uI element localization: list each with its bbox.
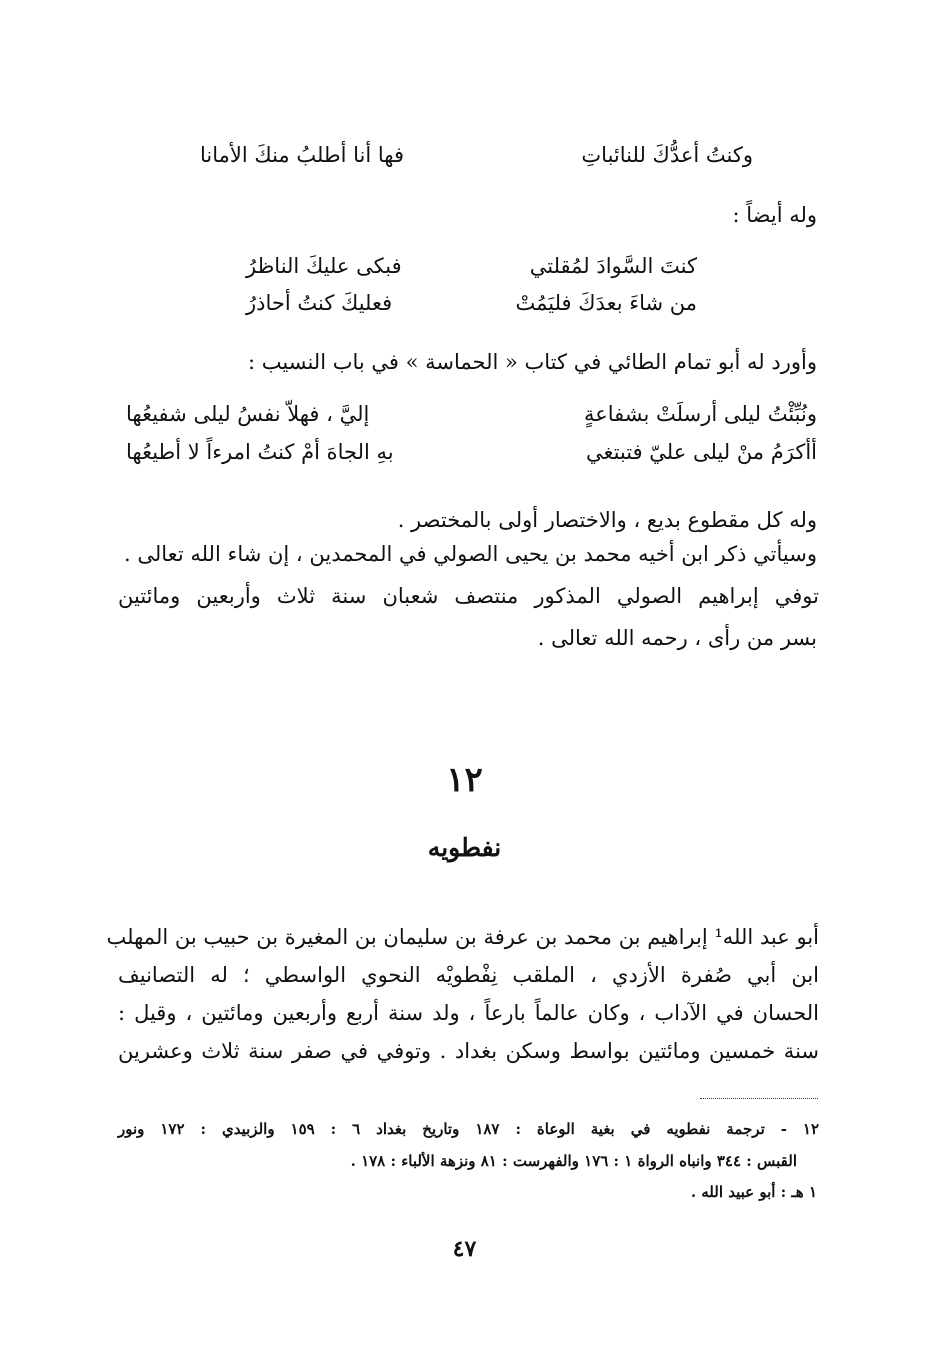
verse-3-line-1-left: إليَّ ، فهلاّ نفسُ ليلى شفيعُها [126,402,370,426]
verse-2-line-1-left: فبكى عليكَ الناظرُ [246,254,402,278]
intro-also: وله أيضاً : [732,203,817,227]
footnote-separator [700,1098,818,1099]
prose-2-line-1: أبو عبد الله¹ إبراهيم بن محمد بن عرفة بن سليمان بن المغيرة بن حبيب بن المهلب [106,925,819,949]
page-number: ٤٧ [452,1236,477,1262]
entry-number: ١٢ [446,760,483,800]
footnote-line-1: ١٢ - ترجمة نفطويه في بغية الوعاة : ١٨٧ وتاريخ بغداد ٦ : ١٥٩ والزبيدي : ١٧٢ ونور [118,1120,820,1138]
intro-hamasa: وأورد له أبو تمام الطائي في كتاب « الحماسة » في باب النسيب : [248,350,817,374]
prose-1-line-1: وله كل مقطوع بديع ، والاختصار أولى بالمختصر . [397,508,817,532]
verse-2-line-1-right: كنتَ السَّوادَ لمُقلتي [529,254,697,278]
verse-3-line-1-right: ونُبِّئْتُ ليلى أرسلَتْ بشفاعةٍ [583,402,817,426]
verse-2-line-2-right: من شاءَ بعدَكَ فليَمُتْ [515,291,697,315]
footnote-line-3: ١ هـ : أبو عبيد الله . [690,1183,817,1201]
prose-1-line-2: وسيأتي ذكر ابن أخيه محمد بن يحيى الصولي في المحمدين ، إن شاء الله تعالى . [124,542,817,566]
verse-2-line-2-left: فعليكَ كنتُ أحاذرُ [246,291,393,315]
verse-1-right-hemistich: وكنتُ أعدُّكَ للنائباتِ [581,143,753,167]
entry-title: نفطويه [427,833,502,862]
prose-1-line-4: بسر من رأى ، رحمه الله تعالى . [537,626,817,650]
footnote-line-2: القبس : ٣٤٤ وانباه الرواة ١ : ١٧٦ والفهرست : ٨١ ونزهة الألباء : ١٧٨ . [350,1152,797,1170]
verse-1-left-hemistich: فها أنا أطلبُ منكَ الأمانا [200,143,405,167]
verse-3-line-2-left: بهِ الجاهَ أمْ كنتُ امرءاً لا أطيعُها [126,440,394,464]
prose-1-line-3: توفي إبراهيم الصولي المذكور منتصف شعبان سنة ثلاث وأربعين ومائتين [118,584,819,608]
prose-2-line-2: ابن أبي صُفرة الأزدي ، الملقب نِفْطويْه النحوي الواسطي ؛ له التصانيف [118,963,819,987]
verse-3-line-2-right: أأكرَمُ منْ ليلى عليّ فتبتغي [585,440,817,464]
prose-2-line-3: الحسان في الآداب ، وكان عالماً بارعاً ، ولد سنة أربع وأربعين ومائتين ، وقيل : [118,1001,819,1025]
prose-2-line-4: سنة خمسين ومائتين بواسط وسكن بغداد . وتوفي في صفر سنة ثلاث وعشرين [118,1039,819,1063]
